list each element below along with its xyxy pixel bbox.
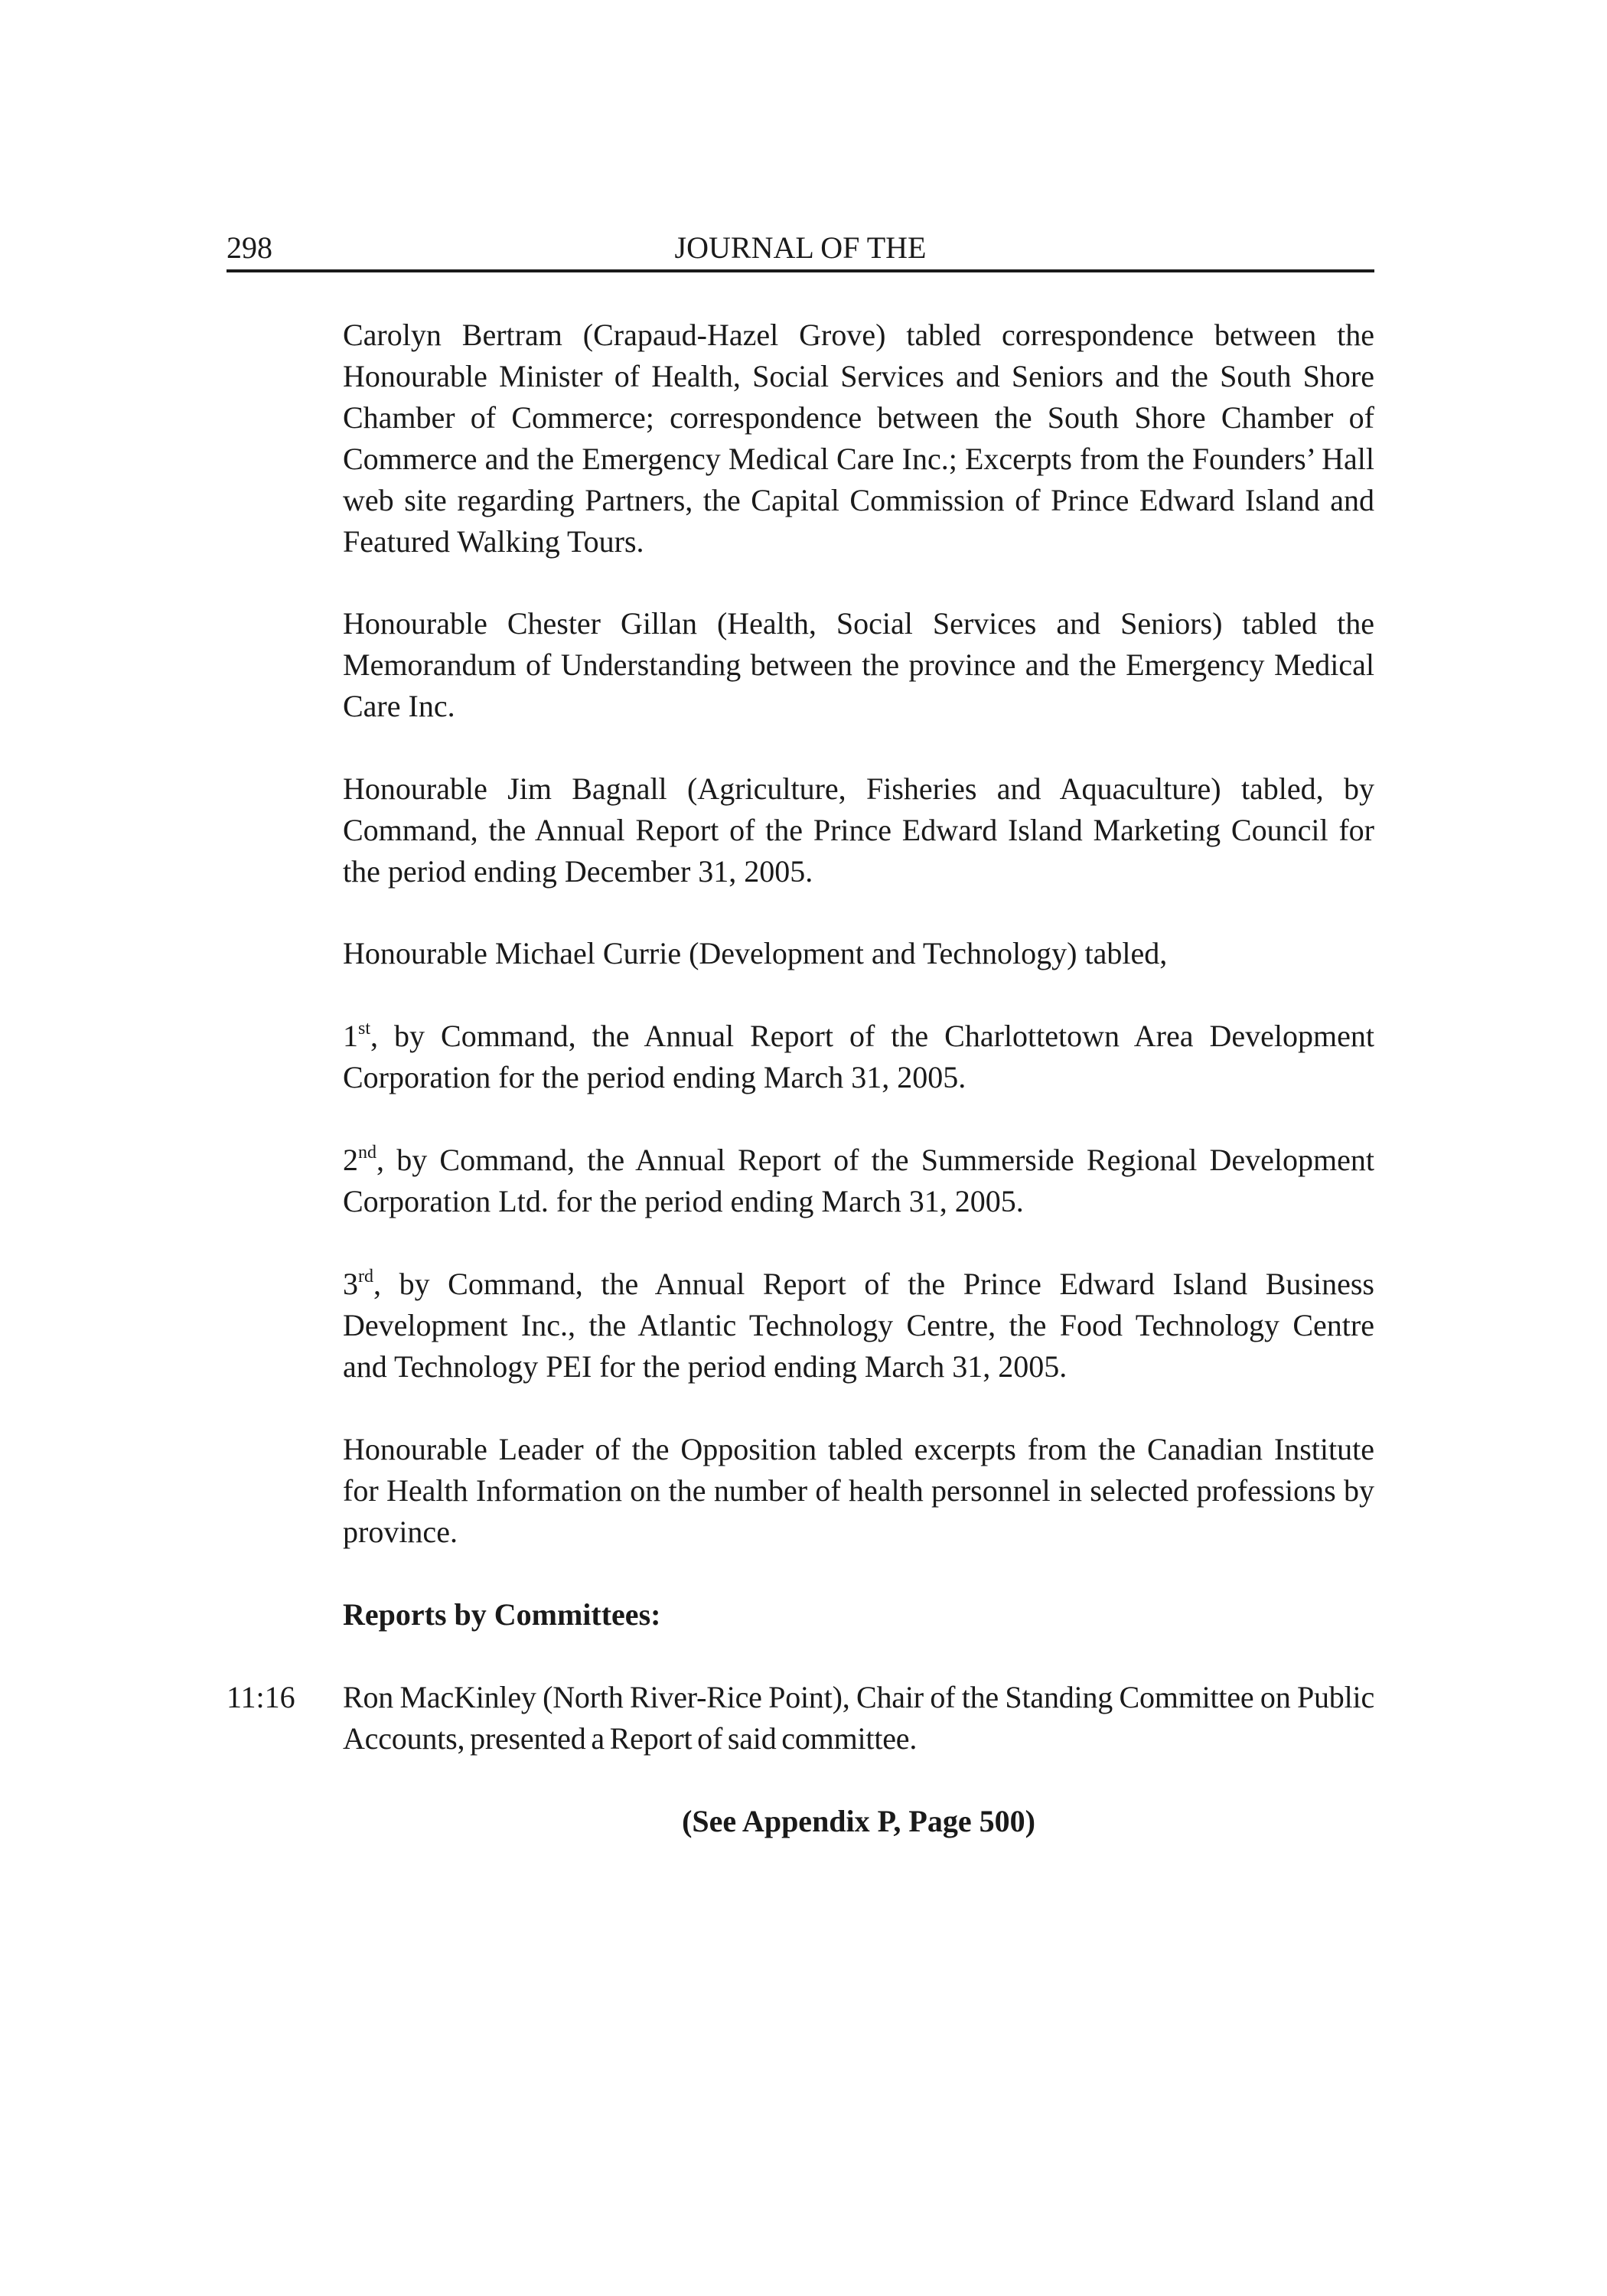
- paragraph-bagnall: [343, 768, 1374, 892]
- list-item: [343, 1264, 1374, 1388]
- running-head: JOURNAL OF THE: [674, 230, 927, 265]
- committee-report-entry: [343, 1677, 1374, 1760]
- item-ordinal-suffix: rd: [358, 1267, 373, 1287]
- paragraph-text: Honourable Chester Gillan (Health, Social Services and Seniors) tabled the Memorandum of Understanding between the province and the Emergency Medical Care Inc.: [343, 606, 1374, 723]
- item-number: 3: [343, 1267, 358, 1301]
- paragraph-text: Honourable Michael Currie (Development and Technology) tabled,: [343, 936, 1168, 970]
- item-ordinal-suffix: nd: [358, 1143, 376, 1163]
- appendix-reference: (See Appendix P, Page 500): [682, 1804, 1035, 1838]
- item-ordinal-suffix: st: [358, 1019, 371, 1039]
- paragraph-text: Honourable Leader of the Opposition tabled excerpts from the Canadian Institute for Health Information on the number of health personnel in selected professions by province.: [343, 1432, 1374, 1549]
- item-text: , by Command, the Annual Report of the Charlottetown Area Development Corporation for the period ending March 31, 2005.: [343, 1019, 1374, 1094]
- page-header: [227, 227, 1374, 272]
- paragraph-gillan: [343, 603, 1374, 727]
- entry-time: 11:16: [227, 1680, 295, 1714]
- entry-text: Ron MacKinley (North River-Rice Point), Chair of the Standing Committee on Public Accounts, presented a Report of said committee.: [343, 1680, 1374, 1756]
- paragraph-currie: [343, 933, 1374, 974]
- item-text: , by Command, the Annual Report of the Prince Edward Island Business Development Inc., the Atlantic Technology Centre, the Food Technology Centre and Technology PEI for the period ending March 31, 2005.: [343, 1267, 1374, 1384]
- item-number: 1: [343, 1019, 358, 1053]
- page-number: 298: [227, 230, 272, 265]
- section-heading: Reports by Committees:: [343, 1597, 661, 1632]
- paragraph-opposition: [343, 1429, 1374, 1553]
- list-item: [343, 1140, 1374, 1222]
- paragraph-bertram: [343, 315, 1374, 563]
- item-text: , by Command, the Annual Report of the Summerside Regional Development Corporation Ltd. for the period ending March 31, 2005.: [343, 1143, 1374, 1218]
- paragraph-text: Honourable Jim Bagnall (Agriculture, Fisheries and Aquaculture) tabled, by Command, the Annual Report of the Prince Edward Island Marketing Council for the period ending December 31, 2005.: [343, 771, 1374, 889]
- list-item: [343, 1016, 1374, 1098]
- item-number: 2: [343, 1143, 358, 1177]
- paragraph-text: Carolyn Bertram (Crapaud-Hazel Grove) tabled correspondence between the Honourable Minister of Health, Social Services and Seniors and the South Shore Chamber of Commerce; correspondence between the South Shore Chamber of Commerce and the Emergency Medical Care Inc.; Excerpts from the Founders’ Hall web site regarding Partners, the Capital Commission of Prince Edward Island and Featured Walking Tours.: [343, 318, 1374, 559]
